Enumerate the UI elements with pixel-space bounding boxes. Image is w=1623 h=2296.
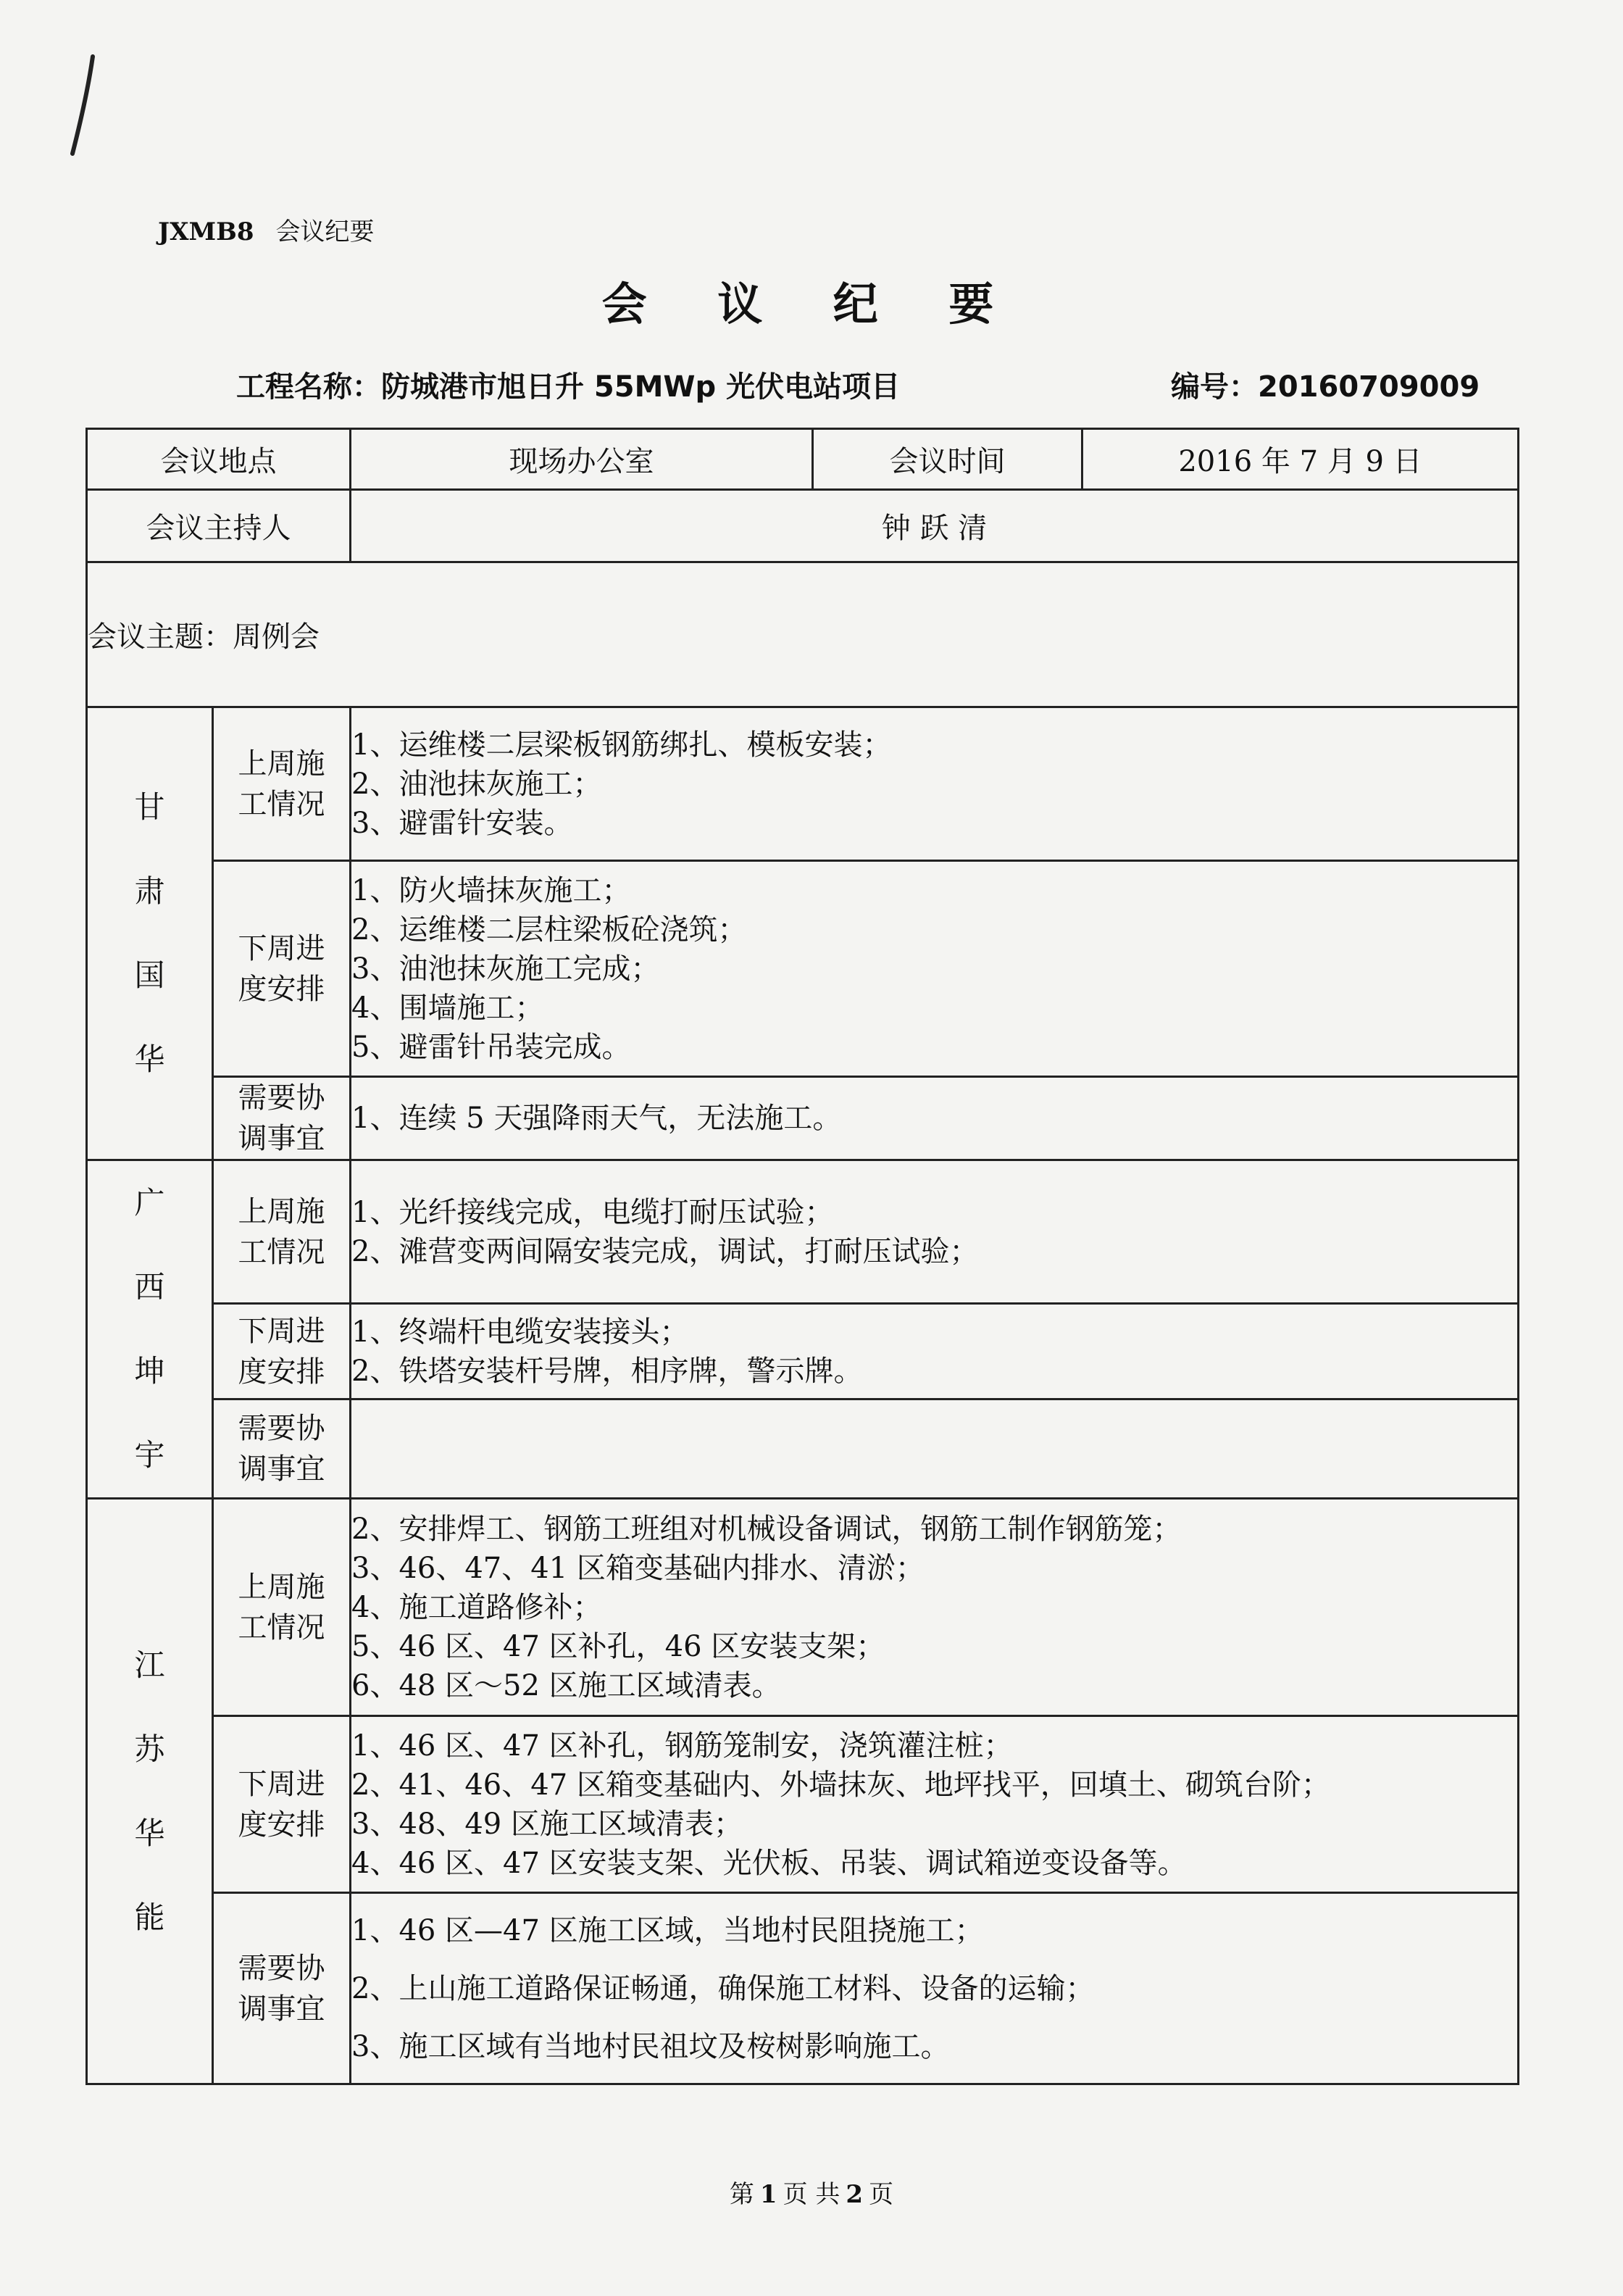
host-value: 钟 跃 清	[351, 490, 1519, 562]
last-week-items: 2、安排焊工、钢筋工班组对机械设备调试，钢筋工制作钢筋笼； 3、46、47、41 区箱变基础内排水、清淤； 4、施工道路修补； 5、46 区、47 区补孔，46 区安装支架； 6、48 区～52 区施工区域清表。	[351, 1499, 1519, 1716]
next-week-label: 下周进 度安排	[213, 1304, 351, 1399]
coordination-label: 需要协 调事宜	[213, 1893, 351, 2084]
form-code: JXMB8	[158, 217, 254, 246]
unit-name: 甘 肃 国 华	[87, 707, 213, 1160]
location-value: 现场办公室	[351, 429, 813, 490]
unit-name: 江 苏 华 能	[87, 1499, 213, 2084]
document-title: 会 议 纪 要	[601, 278, 1022, 330]
coordination-label: 需要协 调事宜	[213, 1399, 351, 1499]
number-value: 20160709009	[1258, 370, 1480, 404]
coordination-items: 1、连续 5 天强降雨天气，无法施工。	[351, 1077, 1519, 1160]
next-week-label: 下周进 度安排	[213, 861, 351, 1077]
next-week-items: 1、46 区、47 区补孔，钢筋笼制安，浇筑灌注桩； 2、41、46、47 区箱变基础内、外墙抹灰、地坪找平，回填土、砌筑台阶； 3、48、49 区施工区域清表； 4、46 区、47 区安装支架、光伏板、吊装、调试箱逆变设备等。	[351, 1716, 1519, 1893]
form-name: 会议纪要	[275, 217, 375, 246]
last-week-items: 1、运维楼二层梁板钢筋绑扎、模板安装； 2、油池抹灰施工； 3、避雷针安装。	[351, 707, 1519, 861]
form-code-line	[158, 212, 375, 247]
time-value: 2016 年 7 月 9 日	[1082, 429, 1519, 490]
number-label: 编号：	[1171, 370, 1258, 404]
host-label: 会议主持人	[87, 490, 351, 562]
minutes-table	[85, 428, 1519, 2085]
coordination-items: 1、46 区—47 区施工区域，当地村民阻挠施工； 2、上山施工道路保证畅通，确保施工材料、设备的运输； 3、施工区域有当地村民祖坟及桉树影响施工。	[351, 1893, 1519, 2084]
coordination-label: 需要协 调事宜	[213, 1077, 351, 1160]
location-label: 会议地点	[87, 429, 351, 490]
last-week-label: 上周施 工情况	[213, 1160, 351, 1304]
project-line	[236, 364, 900, 405]
page-footer: 第 1 页 共 2 页	[729, 2180, 894, 2209]
next-week-items: 1、终端杆电缆安装接头； 2、铁塔安装杆号牌，相序牌，警示牌。	[351, 1304, 1519, 1399]
unit-name: 广 西 坤 宇	[87, 1160, 213, 1499]
total-pages: 2	[846, 2180, 864, 2209]
next-week-label: 下周进 度安排	[213, 1716, 351, 1893]
meeting-subject: 会议主题：周例会	[87, 562, 1519, 707]
handwritten-mark	[64, 51, 107, 159]
last-week-items: 1、光纤接线完成，电缆打耐压试验； 2、滩营变两间隔安装完成，调试，打耐压试验；	[351, 1160, 1519, 1304]
project-name: 防城港市旭日升 55MWp 光伏电站项目	[381, 370, 901, 404]
last-week-label: 上周施 工情况	[213, 707, 351, 861]
time-label: 会议时间	[813, 429, 1082, 490]
last-week-label: 上周施 工情况	[213, 1499, 351, 1716]
number-line	[1171, 364, 1480, 405]
project-label: 工程名称：	[236, 370, 381, 404]
page-number: 1	[759, 2180, 777, 2209]
coordination-items	[351, 1399, 1519, 1499]
next-week-items: 1、防火墙抹灰施工； 2、运维楼二层柱梁板砼浇筑； 3、油池抹灰施工完成； 4、围墙施工； 5、避雷针吊装完成。	[351, 861, 1519, 1077]
